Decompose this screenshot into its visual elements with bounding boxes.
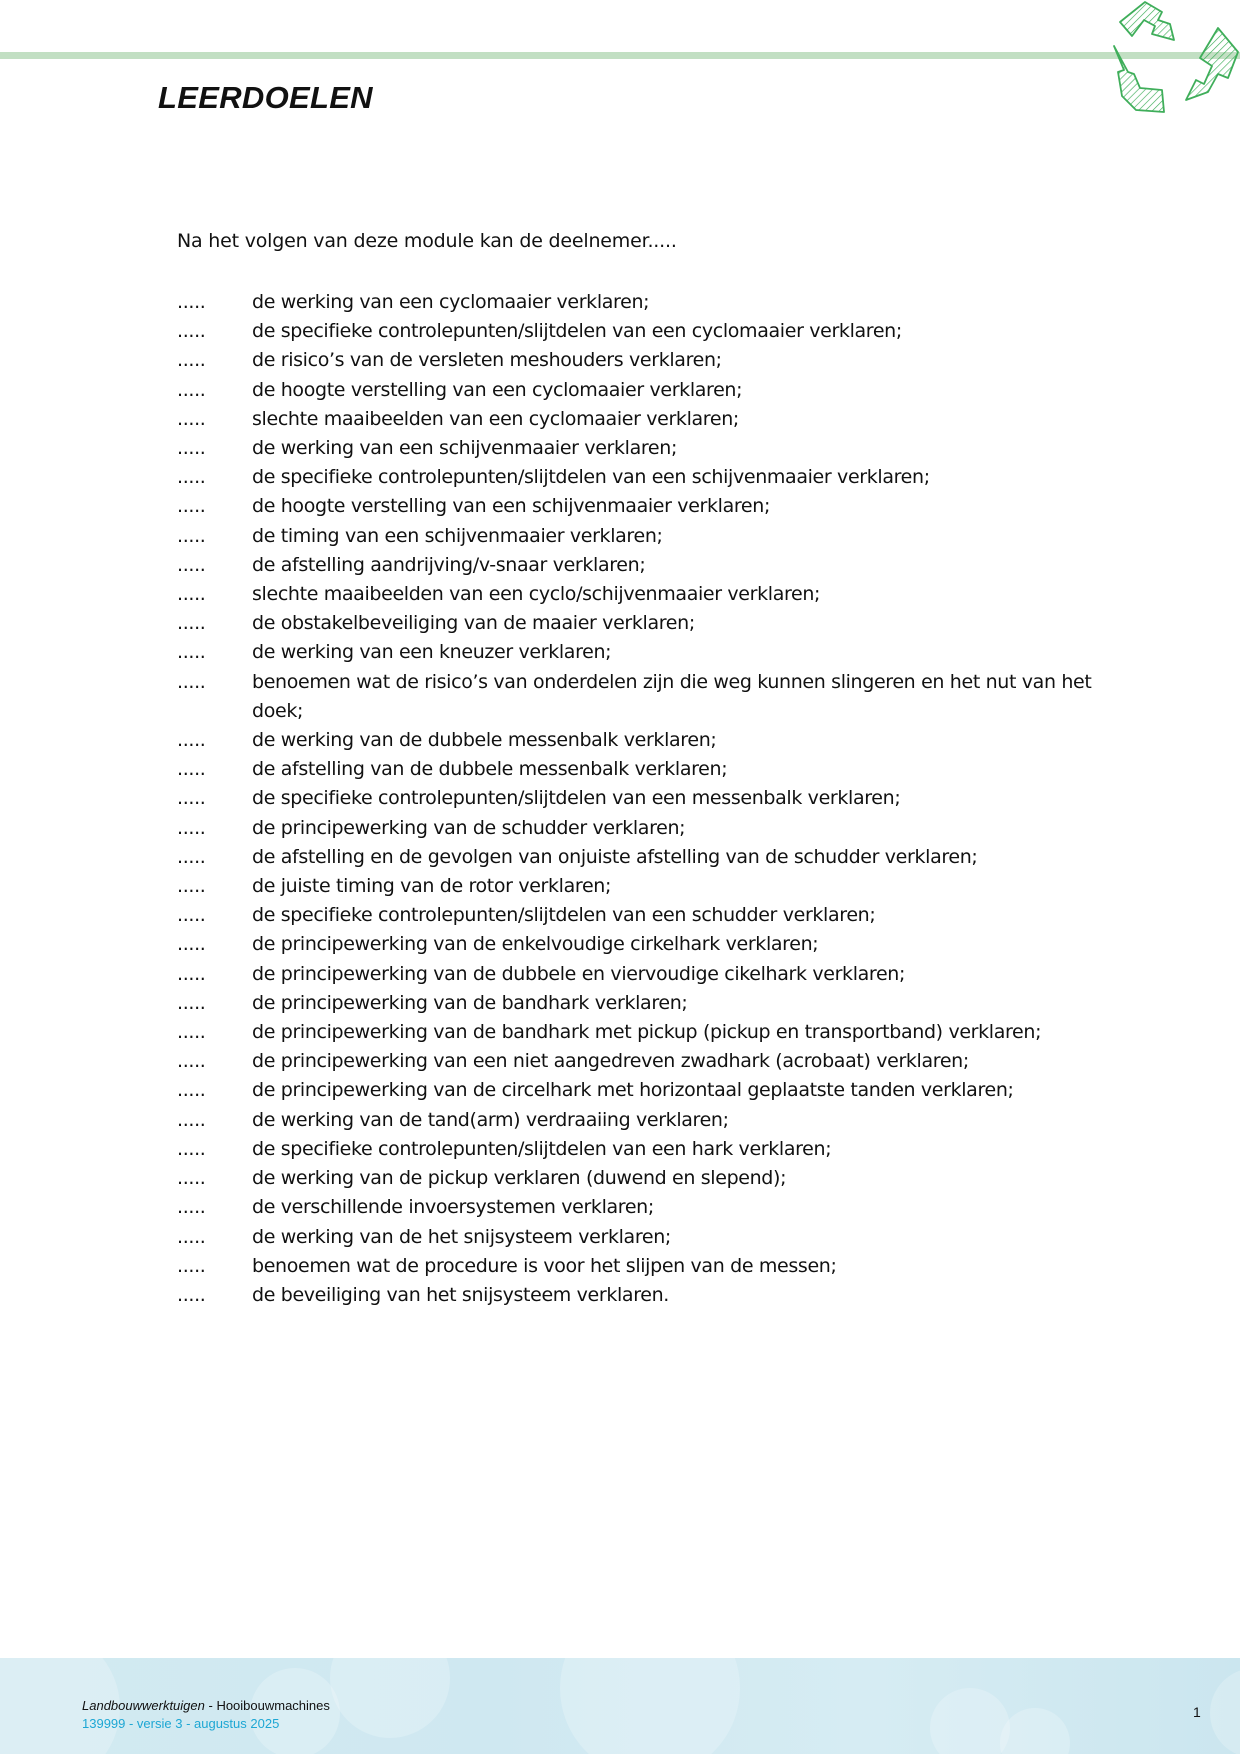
objective-text: de obstakelbeveiliging van de maaier verklaren; xyxy=(252,612,695,635)
objective-marker: ..... xyxy=(177,291,206,313)
page-title: LEERDOELEN xyxy=(158,80,373,115)
objective-marker: ..... xyxy=(177,378,206,401)
objective-marker: ..... xyxy=(177,875,206,898)
objective-marker: ..... xyxy=(177,962,206,985)
objective-text: de verschillende invoersystemen verklaren; xyxy=(252,1196,654,1219)
objective-marker: ..... xyxy=(177,641,206,664)
objective-item xyxy=(177,784,1127,813)
footer-module: Hooibouwmachines xyxy=(216,1698,330,1713)
objective-text: de werking van de tand(arm) verdraaiing verklaren; xyxy=(252,1108,729,1131)
objective-text: de afstelling aandrijving/v-snaar verklaren; xyxy=(252,553,646,576)
objective-item xyxy=(177,814,1127,843)
objective-marker: ..... xyxy=(177,1108,206,1131)
objective-text: de afstelling en de gevolgen van onjuiste afstelling van de schudder verklaren; xyxy=(252,845,978,868)
objective-item xyxy=(177,317,1127,346)
recycle-icon xyxy=(1100,0,1240,118)
footer-separator: - xyxy=(204,1698,217,1713)
objective-item xyxy=(177,1281,1127,1310)
objective-item xyxy=(177,1193,1127,1222)
objective-item xyxy=(177,376,1127,405)
objective-marker: ..... xyxy=(177,495,206,518)
objective-marker: ..... xyxy=(177,349,206,372)
objective-marker: ..... xyxy=(177,1079,206,1102)
objective-item xyxy=(177,346,1127,375)
objective-item xyxy=(177,492,1127,521)
objective-text: de timing van een schijvenmaaier verklaren; xyxy=(252,524,663,547)
objective-marker: ..... xyxy=(177,583,206,606)
objective-marker: ..... xyxy=(177,933,206,956)
objective-marker: ..... xyxy=(177,991,206,1014)
objective-item xyxy=(177,1252,1127,1281)
objective-item xyxy=(177,434,1127,463)
objective-item xyxy=(177,1018,1127,1047)
objective-item xyxy=(177,405,1127,434)
objective-item xyxy=(177,551,1127,580)
objective-text: de hoogte verstelling van een schijvenmaaier verklaren; xyxy=(252,495,770,518)
objective-marker: ..... xyxy=(177,904,206,927)
objective-text: de afstelling van de dubbele messenbalk verklaren; xyxy=(252,758,728,781)
objective-text: de specifieke controlepunten/slijtdelen van een schudder verklaren; xyxy=(252,904,876,927)
objective-text: de beveiliging van het snijsysteem verklaren. xyxy=(252,1283,669,1306)
footer-decoration xyxy=(1210,1668,1240,1754)
objective-item xyxy=(177,1164,1127,1193)
objective-item xyxy=(177,288,1127,317)
header-rule xyxy=(0,52,1240,59)
objective-text: de werking van een kneuzer verklaren; xyxy=(252,641,612,664)
objective-text: de specifieke controlepunten/slijtdelen van een hark verklaren; xyxy=(252,1137,832,1160)
objective-item xyxy=(177,872,1127,901)
objective-text: de hoogte verstelling van een cyclomaaier verklaren; xyxy=(252,378,743,401)
objective-item xyxy=(177,1106,1127,1135)
objective-marker: ..... xyxy=(177,1225,206,1248)
footer-course: Landbouwwerktuigen xyxy=(82,1698,205,1713)
objective-item xyxy=(177,609,1127,638)
objective-marker: ..... xyxy=(177,1283,206,1306)
objective-item xyxy=(177,843,1127,872)
objective-text: de principewerking van de dubbele en viervoudige cikelhark verklaren; xyxy=(252,962,906,985)
objective-item xyxy=(177,580,1127,609)
objective-text: de principewerking van de circelhark met horizontaal geplaatste tanden verklaren; xyxy=(252,1079,1014,1102)
objective-text: slechte maaibeelden van een cyclomaaier verklaren; xyxy=(252,407,739,430)
footer-decoration xyxy=(330,1658,450,1738)
objective-text: de risico’s van de versleten meshouders verklaren; xyxy=(252,349,722,372)
objective-item xyxy=(177,1076,1127,1105)
objective-text: de specifieke controlepunten/slijtdelen van een cyclomaaier verklaren; xyxy=(252,320,902,343)
objective-text: de principewerking van een niet aangedreven zwadhark (acrobaat) verklaren; xyxy=(252,1050,969,1073)
objective-item xyxy=(177,960,1127,989)
objective-marker: ..... xyxy=(177,524,206,547)
objective-text: de werking van de pickup verklaren (duwend en slepend); xyxy=(252,1167,787,1190)
footer-decoration xyxy=(1000,1708,1070,1754)
objective-text: de principewerking van de bandhark verklaren; xyxy=(252,991,688,1014)
objective-item xyxy=(177,1047,1127,1076)
objective-marker: ..... xyxy=(177,1254,206,1277)
objective-marker: ..... xyxy=(177,758,206,781)
page-footer xyxy=(0,1658,1240,1754)
objective-text: de werking van de het snijsysteem verklaren; xyxy=(252,1225,671,1248)
objective-item xyxy=(177,930,1127,959)
objective-marker: ..... xyxy=(177,816,206,839)
objective-marker: ..... xyxy=(177,320,206,343)
objective-item xyxy=(177,726,1127,755)
objective-text: benoemen wat de risico’s van onderdelen zijn die weg kunnen slingeren en het nut van het doek; xyxy=(252,670,1092,722)
objective-text: de principewerking van de enkelvoudige cirkelhark verklaren; xyxy=(252,933,819,956)
objective-text: de juiste timing van de rotor verklaren; xyxy=(252,875,612,898)
objective-item xyxy=(177,463,1127,492)
objective-item xyxy=(177,522,1127,551)
objective-marker: ..... xyxy=(177,1137,206,1160)
objective-marker: ..... xyxy=(177,1196,206,1219)
objective-item xyxy=(177,1223,1127,1252)
footer-version: 139999 - versie 3 - augustus 2025 xyxy=(82,1716,280,1731)
objective-marker: ..... xyxy=(177,407,206,430)
objective-text: benoemen wat de procedure is voor het slijpen van de messen; xyxy=(252,1254,837,1277)
objective-item xyxy=(177,755,1127,784)
intro-text: Na het volgen van deze module kan de deelnemer..... xyxy=(177,230,677,252)
objective-text: de werking van een schijvenmaaier verklaren; xyxy=(252,437,678,460)
objective-marker: ..... xyxy=(177,1021,206,1044)
objective-marker: ..... xyxy=(177,729,206,752)
objective-marker: ..... xyxy=(177,845,206,868)
learning-objectives-list xyxy=(177,288,1127,1310)
objective-item xyxy=(177,668,1127,726)
objective-text: de principewerking van de bandhark met pickup (pickup en transportband) verklaren; xyxy=(252,1021,1042,1044)
objective-marker: ..... xyxy=(177,670,206,693)
objective-item xyxy=(177,901,1127,930)
objective-marker: ..... xyxy=(177,1050,206,1073)
footer-decoration xyxy=(930,1688,1010,1754)
objective-text: de werking van een cyclomaaier verklaren; xyxy=(252,291,650,313)
objective-marker: ..... xyxy=(177,437,206,460)
objective-marker: ..... xyxy=(177,466,206,489)
objective-text: de specifieke controlepunten/slijtdelen van een messenbalk verklaren; xyxy=(252,787,901,810)
objective-text: de principewerking van de schudder verklaren; xyxy=(252,816,686,839)
objective-marker: ..... xyxy=(177,787,206,810)
footer-title xyxy=(82,1698,330,1713)
objective-text: de specifieke controlepunten/slijtdelen van een schijvenmaaier verklaren; xyxy=(252,466,930,489)
objective-marker: ..... xyxy=(177,1167,206,1190)
objective-text: slechte maaibeelden van een cyclo/schijvenmaaier verklaren; xyxy=(252,583,821,606)
footer-decoration xyxy=(560,1658,740,1754)
objective-text: de werking van de dubbele messenbalk verklaren; xyxy=(252,729,717,752)
objective-marker: ..... xyxy=(177,553,206,576)
objective-item xyxy=(177,638,1127,667)
objective-marker: ..... xyxy=(177,612,206,635)
objective-item xyxy=(177,1135,1127,1164)
objective-item xyxy=(177,989,1127,1018)
page-number: 1 xyxy=(1193,1704,1201,1720)
